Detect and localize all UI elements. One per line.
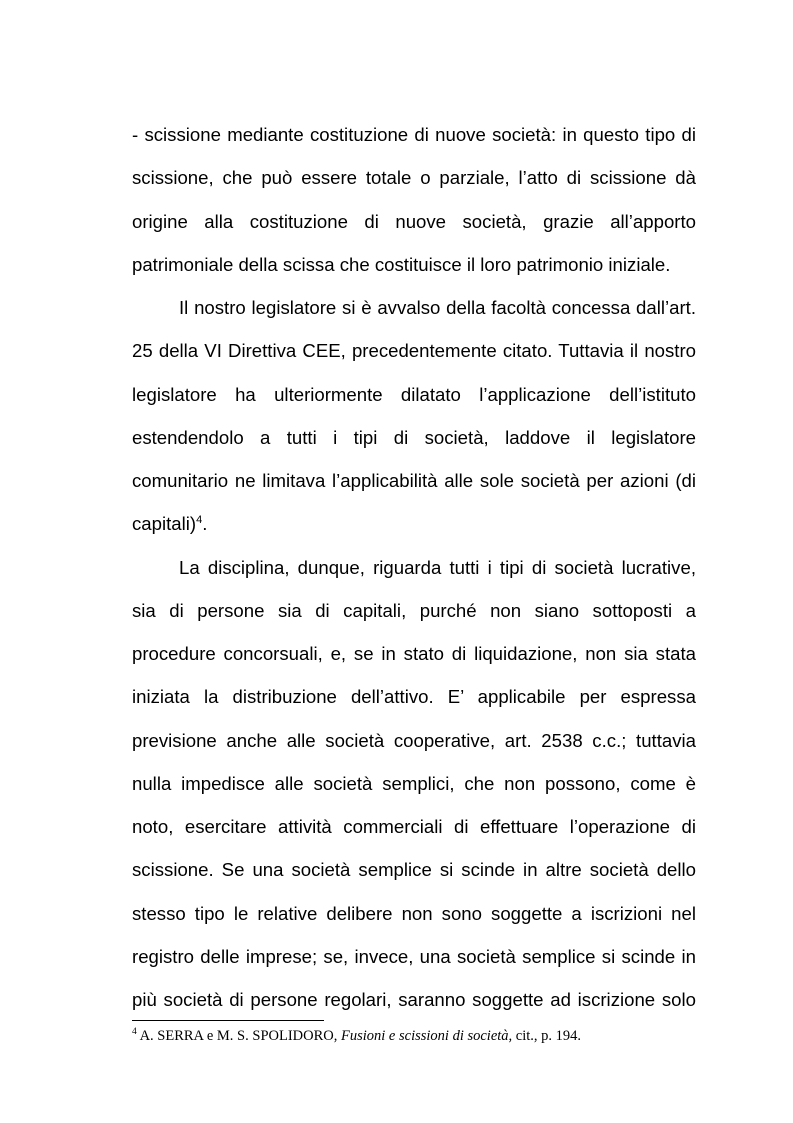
text-line: patrimoniale della scissa che costituisce il loro patrimonio iniziale.: [132, 253, 671, 275]
text-line: sia di persone sia di capitali, purché non siano sottoposti a: [132, 599, 696, 621]
text-line: comunitario ne limitava l’applicabilità alle sole società per azioni (di: [132, 470, 696, 491]
footnote-reference[interactable]: 4: [196, 514, 203, 527]
text-fragment: capitali): [132, 513, 197, 535]
text-line: nulla impedisce alle società semplici, che non possono, come è: [132, 772, 696, 794]
body-text: [132, 113, 696, 1021]
text-line: 25 della VI Direttiva CEE, precedentemente citato. Tuttavia il nostro: [132, 340, 696, 362]
text-line: estendendolo a tutti i tipi di società, laddove il legislatore: [132, 426, 696, 448]
text-line: noto, esercitare attività commerciali di effettuare l’operazione di: [132, 816, 696, 837]
text-line: procedure concorsuali, e, se in stato di liquidazione, non sia stata: [132, 643, 696, 664]
text-line: [132, 502, 696, 545]
text-line: Il nostro legislatore si è avvalso della facoltà concessa dall’art.: [179, 297, 696, 318]
text-line: iniziata la distribuzione dell’attivo. E’ applicabile per espressa: [132, 686, 696, 708]
text-line: scissione, che può essere totale o parziale, l’atto di scissione dà: [132, 167, 696, 189]
footnote-divider: [132, 1020, 324, 1021]
text-line: scissione. Se una società semplice si scinde in altre società dello: [132, 859, 696, 881]
text-line: stesso tipo le relative delibere non sono soggette a iscrizioni nel: [132, 902, 696, 924]
text-line: registro delle imprese; se, invece, una società semplice si scinde in: [132, 945, 696, 967]
footnote-citation: cit., p. 194.: [512, 1028, 582, 1044]
footnote: [132, 1026, 696, 1046]
footnote-title: Fusioni e scissioni di società,: [341, 1028, 513, 1044]
footnote-authors: A. SERRA e M. S. SPOLIDORO,: [136, 1028, 341, 1044]
text-line: previsione anche alle società cooperative, art. 2538 c.c.; tuttavia: [132, 729, 696, 751]
text-line: La disciplina, dunque, riguarda tutti i tipi di società lucrative,: [179, 556, 696, 578]
text-line: - scissione mediante costituzione di nuove società: in questo tipo di: [132, 124, 696, 145]
text-line: origine alla costituzione di nuove società, grazie all’apporto: [132, 210, 696, 232]
text-fragment: .: [202, 513, 208, 535]
text-line: più società di persone regolari, saranno soggette ad iscrizione solo: [132, 989, 696, 1010]
footnote-number: 4: [132, 1027, 137, 1038]
text-line: legislatore ha ulteriormente dilatato l’applicazione dell’istituto: [132, 383, 696, 405]
